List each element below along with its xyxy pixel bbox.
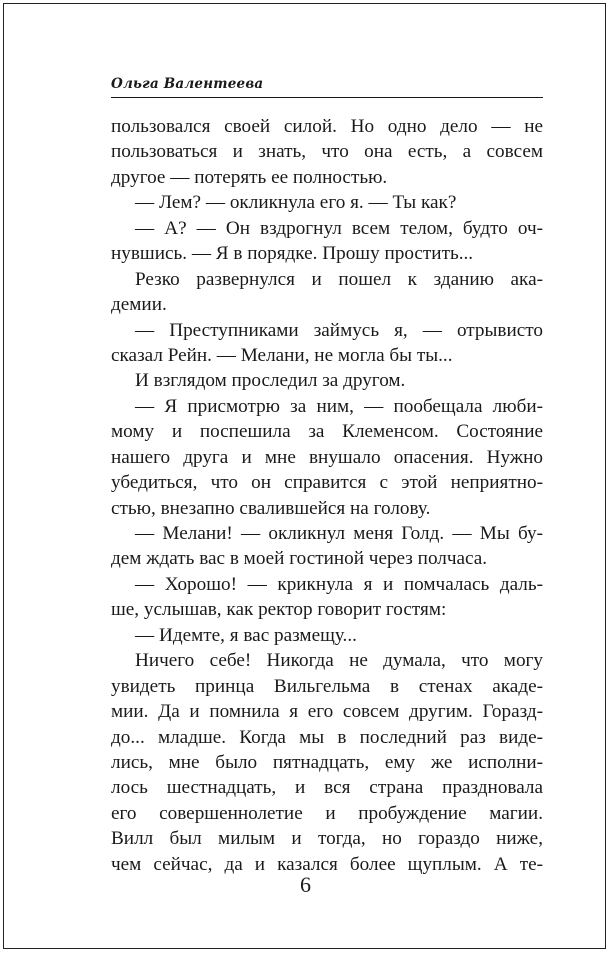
text-line: — Идемте, я вас размещу... xyxy=(135,624,357,646)
body-text xyxy=(111,114,543,877)
text-line: пользоваться и знать, что она есть, а совсем xyxy=(111,141,543,163)
text-line: Резко развернулся и пошел к зданию ака- xyxy=(135,268,543,290)
text-line: нашего друга и мне внушало опасения. Нужно xyxy=(111,446,543,468)
text-line: стью, внезапно свалившейся на голову. xyxy=(111,497,431,519)
text-line: до... младше. Когда мы в последний раз виде- xyxy=(111,726,543,748)
text-line: И взглядом проследил за другом. xyxy=(135,370,406,392)
text-line: демии. xyxy=(111,294,167,316)
text-line: другое — потерять ее полностью. xyxy=(111,166,388,188)
text-line: — Хорошо! — крикнула я и помчалась даль- xyxy=(135,573,543,595)
text-line: нувшись. — Я в порядке. Прошу простить... xyxy=(111,243,474,265)
text-line: дем ждать вас в моей гостиной через полчаса. xyxy=(111,548,488,570)
header-rule xyxy=(111,97,543,98)
text-line: — Преступниками займусь я, — отрывисто xyxy=(135,319,543,341)
text-line: — А? — Он вздрогнул всем телом, будто оч- xyxy=(135,217,543,239)
running-head-author: Ольга Валентеева xyxy=(111,76,264,92)
text-line: — Мелани! — окликнул меня Голд. — Мы бу- xyxy=(135,523,543,544)
text-line: Ничего себе! Никогда не думала, что могу xyxy=(135,650,543,672)
text-line: Вилл был милым и тогда, но гораздо ниже, xyxy=(111,828,543,850)
text-line: — Лем? — окликнула его я. — Ты как? xyxy=(135,192,457,214)
text-line: лось шестнадцать, и вся страна праздновала xyxy=(111,777,543,799)
text-line: лись, мне было пятнадцать, ему же исполни- xyxy=(111,751,543,773)
page-number: 6 xyxy=(300,872,311,897)
text-line: убедиться, что он справится с этой неприятно- xyxy=(111,472,543,494)
text-line: — Я присмотрю за ним, — пообещала люби- xyxy=(135,395,543,417)
text-line: мии. Да и помнила я его совсем другим. Горазд- xyxy=(111,701,543,723)
text-line: пользовался своей силой. Но одно дело — не xyxy=(111,116,543,137)
text-line: его совершеннолетие и пробуждение магии. xyxy=(111,802,543,824)
text-line: чем сейчас, да и казался более щуплым. А те- xyxy=(111,853,543,875)
text-line: увидеть принца Вильгельма в стенах акаде- xyxy=(111,675,543,697)
text-line: ше, услышав, как ректор говорит гостям: xyxy=(111,599,447,621)
text-line: мому и поспешила за Клеменсом. Состояние xyxy=(111,421,543,443)
text-line: сказал Рейн. — Мелани, не могла бы ты... xyxy=(111,344,453,366)
